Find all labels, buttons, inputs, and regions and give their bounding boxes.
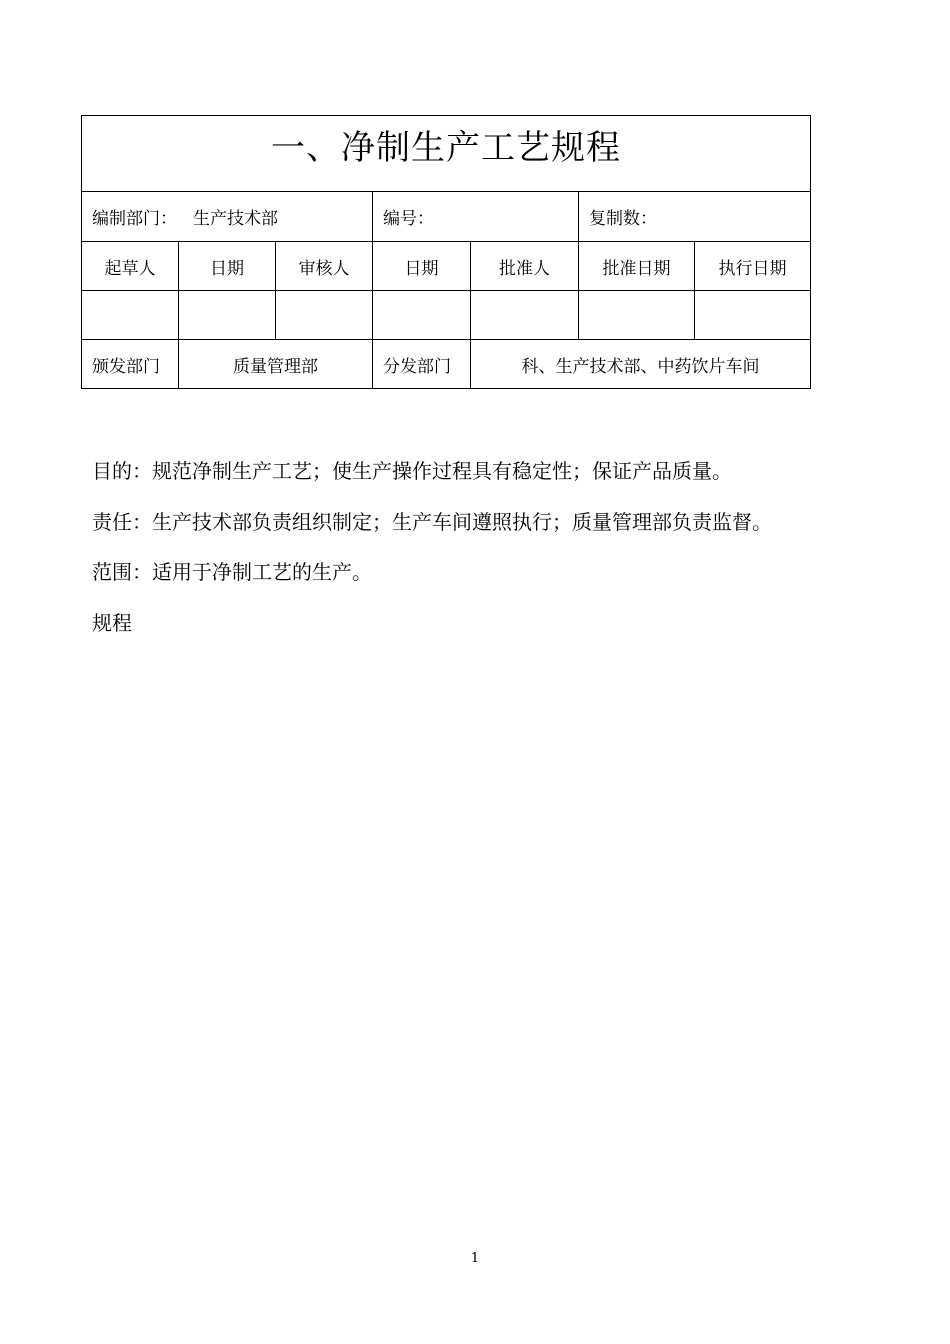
col-header-date: 日期 <box>179 242 276 291</box>
blank-cell-approval-date <box>579 291 695 340</box>
title-cell <box>82 116 811 192</box>
blank-cell-review-date <box>373 291 471 340</box>
issue-dept-value: 质量管理部 <box>179 340 373 389</box>
scope-line: 范围：适用于净制工艺的生产。 <box>92 560 372 584</box>
col-header-review-date: 日期 <box>373 242 471 291</box>
number-label: 编号： <box>383 209 434 229</box>
compile-dept-value: 生产技术部 <box>193 209 278 229</box>
document-title: 一、净制生产工艺规程 <box>271 128 621 168</box>
col-header-drafter: 起草人 <box>82 242 179 291</box>
page-number: 1 <box>470 1251 480 1266</box>
col-header-reviewer: 审核人 <box>276 242 373 291</box>
blank-cell-date <box>179 291 276 340</box>
purpose-line: 目的：规范净制生产工艺；使生产操作过程具有稳定性；保证产品质量。 <box>92 459 732 483</box>
distribution-label: 分发部门 <box>373 340 471 389</box>
procedure-heading: 规程 <box>92 610 132 635</box>
col-header-approval-date: 批准日期 <box>579 242 695 291</box>
copies-label: 复制数： <box>589 209 657 229</box>
blank-cell-effective-date <box>695 291 811 340</box>
document-header-table <box>81 115 811 389</box>
distribution-value: 科、生产技术部、中药饮片车间 <box>471 340 811 389</box>
col-header-effective-date: 执行日期 <box>695 242 811 291</box>
blank-cell-reviewer <box>276 291 373 340</box>
blank-cell-drafter <box>82 291 179 340</box>
compile-dept-label: 编制部门： <box>92 209 177 229</box>
compile-dept-cell <box>82 192 373 242</box>
document-body <box>92 446 772 648</box>
col-header-approver: 批准人 <box>471 242 579 291</box>
issue-dept-label: 颁发部门 <box>82 340 179 389</box>
number-cell <box>373 192 579 242</box>
copies-cell <box>579 192 811 242</box>
responsibility-line: 责任：生产技术部负责组织制定；生产车间遵照执行；质量管理部负责监督。 <box>92 509 772 534</box>
blank-cell-approver <box>471 291 579 340</box>
